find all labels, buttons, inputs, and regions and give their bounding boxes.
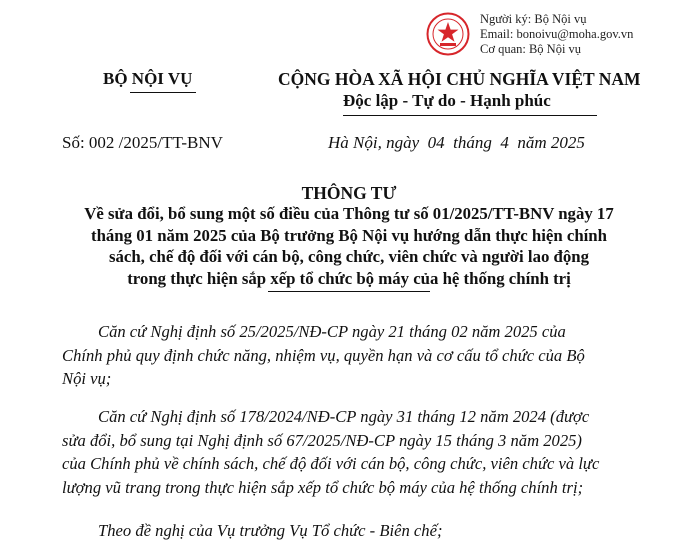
title-line: Về sửa đổi, bổ sung một số điều của Thông tư số 01/2025/TT-BNV ngày 17 bbox=[84, 204, 614, 223]
paragraph-line: Căn cứ Nghị định số 178/2024/NĐ-CP ngày 31 tháng 12 năm 2024 (được bbox=[98, 407, 590, 426]
motto-underline bbox=[343, 115, 597, 116]
signature-agency: Cơ quan: Bộ Nội vụ bbox=[480, 42, 582, 56]
paragraph-line: Chính phủ quy định chức năng, nhiệm vụ, quyền hạn và cơ cấu tổ chức của Bộ bbox=[62, 345, 585, 365]
paragraph-line: Nội vụ; bbox=[62, 369, 112, 388]
national-title: CỘNG HÒA XÃ HỘI CHỦ NGHĨA VIỆT NAM bbox=[278, 69, 641, 89]
document-number: Số: 002 /2025/TT-BNV bbox=[62, 133, 223, 152]
place-and-date: Hà Nội, ngày 04 tháng 4 năm 2025 bbox=[328, 133, 585, 152]
paragraph-line: của Chính phủ về chính sách, chế độ đối với cán bộ, công chức, viên chức và lực bbox=[62, 454, 600, 473]
proposal-paragraph bbox=[62, 519, 667, 543]
legal-basis-paragraph-2 bbox=[62, 405, 667, 499]
paragraph-line: Căn cứ Nghị định số 25/2025/NĐ-CP ngày 21 tháng 02 năm 2025 của bbox=[98, 322, 566, 341]
title-line: sách, chế độ đối với cán bộ, công chức, viên chức và người lao động bbox=[108, 247, 590, 266]
title-line: trong thực hiện sắp xếp tổ chức bộ máy của hệ thống chính trị bbox=[127, 268, 571, 288]
signature-email: Email: bonoivu@moha.gov.vn bbox=[480, 27, 634, 41]
signature-signer: Người ký: Bộ Nội vụ bbox=[480, 12, 587, 26]
legal-basis-paragraph-1 bbox=[62, 320, 667, 391]
paragraph-line: Theo đề nghị của Vụ trưởng Vụ Tổ chức - Biên chế; bbox=[98, 521, 443, 540]
national-motto: Độc lập - Tự do - Hạnh phúc bbox=[343, 91, 551, 110]
paragraph-line: lượng vũ trang trong thực hiện sắp xếp tổ chức bộ máy của hệ thống chính trị; bbox=[62, 477, 584, 497]
document-title bbox=[0, 203, 698, 289]
paragraph-line: sửa đổi, bổ sung tại Nghị định số 67/2025/NĐ-CP ngày 15 tháng 3 năm 2025) bbox=[62, 430, 582, 450]
emblem-seal-icon bbox=[426, 12, 470, 56]
title-underline bbox=[268, 291, 430, 292]
title-line: tháng 01 năm 2025 của Bộ trưởng Bộ Nội vụ hướng dẫn thực hiện chính bbox=[91, 225, 607, 245]
agency-underline bbox=[130, 92, 196, 93]
document-type: THÔNG TƯ bbox=[301, 183, 397, 203]
issuing-agency: BỘ NỘI VỤ bbox=[103, 69, 193, 88]
